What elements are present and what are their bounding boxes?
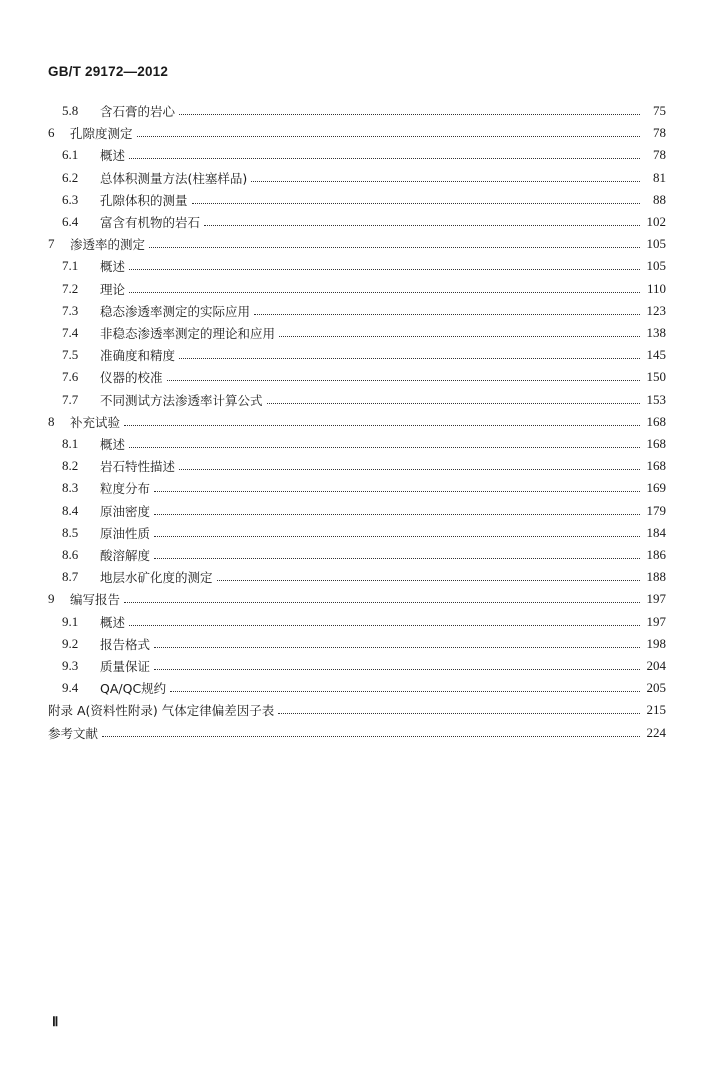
toc-entry-page: 197 — [646, 613, 666, 629]
toc-entry-title: 概述 — [100, 614, 126, 630]
toc-entry[interactable] — [62, 390, 666, 410]
dot-leader — [267, 402, 640, 404]
dot-leader — [254, 313, 640, 315]
toc-entry-title: 酸溶解度 — [100, 548, 151, 563]
dot-leader — [129, 446, 640, 448]
toc-entry-number: 8.4 — [62, 502, 79, 518]
toc-entry-page: 138 — [646, 325, 666, 340]
toc-entry-title: 稳态渗透率测定的实际应用 — [100, 303, 251, 319]
toc-entry-number: 6.1 — [62, 147, 79, 163]
toc-entry-number: 9.4 — [62, 680, 79, 696]
toc-entry-title: 岩石特性描述 — [100, 459, 176, 475]
toc-entry-title: 地层水矿化度的测定 — [100, 570, 213, 586]
toc-entry-page: 204 — [646, 658, 666, 673]
toc-entry-page: 197 — [646, 591, 666, 607]
toc-entry-page: 215 — [646, 702, 666, 718]
toc-entry-page: 153 — [646, 391, 666, 407]
toc-entry[interactable] — [62, 345, 666, 365]
dot-leader — [204, 224, 640, 226]
dot-leader — [129, 268, 640, 270]
dot-leader — [154, 513, 640, 515]
toc-entry-number: 8.7 — [62, 569, 79, 585]
toc-entry[interactable] — [48, 723, 666, 743]
toc-entry-number: 8.6 — [62, 547, 79, 562]
dot-leader — [137, 135, 640, 137]
dot-leader — [251, 180, 640, 182]
toc-entry[interactable] — [62, 434, 666, 454]
toc-entry-page: 224 — [646, 724, 666, 740]
toc-entry[interactable] — [62, 168, 666, 188]
toc-entry-page: 169 — [646, 480, 666, 496]
dot-leader — [279, 335, 640, 337]
page-number-footer: Ⅱ — [52, 1014, 59, 1029]
toc-entry[interactable] — [62, 301, 666, 321]
toc-entry-number: 8 — [48, 413, 55, 429]
dot-leader — [154, 646, 640, 648]
dot-leader — [278, 712, 640, 714]
toc-entry-number: 7.6 — [62, 369, 79, 385]
toc-entry-number: 7.7 — [62, 391, 79, 407]
toc-entry-page: 150 — [646, 369, 666, 385]
toc-entry[interactable] — [62, 323, 666, 343]
toc-entry-page: 188 — [646, 569, 666, 585]
toc-entry-page: 123 — [646, 302, 666, 318]
toc-entry-page: 78 — [653, 147, 666, 163]
toc-entry-title: 孔隙度测定 — [70, 126, 133, 142]
dot-leader — [170, 690, 640, 692]
toc-entry[interactable] — [62, 367, 666, 387]
dot-leader — [179, 468, 640, 470]
toc-entry-title: 原油密度 — [100, 503, 151, 519]
toc-entry-number: 9.1 — [62, 613, 79, 629]
toc-entry-page: 186 — [646, 547, 666, 562]
toc-entry-number: 6 — [48, 125, 55, 141]
toc-entry-number: 8.2 — [62, 458, 79, 474]
toc-entry-title: 概述 — [100, 259, 126, 275]
toc-entry-title: 仪器的校准 — [100, 370, 163, 386]
toc-entry-page: 110 — [646, 280, 666, 296]
toc-entry-title: 渗透率的测定 — [70, 237, 146, 253]
toc-entry-number: 9 — [48, 591, 55, 607]
toc-entry-page: 184 — [646, 524, 666, 540]
toc-entry[interactable] — [62, 656, 666, 676]
toc-entry-title: 附录 A(资料性附录) 气体定律偏差因子表 — [48, 703, 275, 719]
toc-entry-title: 孔隙体积的测量 — [100, 192, 188, 208]
dot-leader — [124, 424, 640, 426]
toc-entry-page: 145 — [646, 347, 666, 363]
dot-leader — [154, 557, 640, 559]
toc-entry-title: 粒度分布 — [100, 481, 151, 497]
toc-entry-title: 总体积测量方法(柱塞样品) — [100, 170, 248, 186]
dot-leader — [192, 202, 640, 204]
dot-leader — [154, 490, 640, 492]
dot-leader — [149, 246, 640, 248]
toc-entry-page: 168 — [646, 436, 666, 451]
dot-leader — [124, 601, 640, 603]
toc-entry-number: 7 — [48, 236, 55, 252]
toc-entry[interactable] — [62, 145, 666, 165]
toc-entry[interactable] — [62, 678, 666, 698]
toc-entry-title: 参考文献 — [48, 725, 99, 741]
toc-entry-number: 9.3 — [62, 658, 79, 673]
toc-entry-number: 9.2 — [62, 635, 79, 651]
toc-entry[interactable] — [62, 545, 666, 565]
toc-entry-title: 概述 — [100, 148, 126, 164]
toc-entry-number: 6.2 — [62, 169, 79, 185]
dot-leader — [129, 291, 640, 293]
toc-entry-page: 102 — [646, 214, 666, 229]
dot-leader — [129, 624, 640, 626]
toc-entry-number: 7.3 — [62, 302, 79, 318]
dot-leader — [179, 357, 640, 359]
toc-entry[interactable] — [62, 279, 666, 299]
toc-entry[interactable] — [48, 589, 666, 609]
toc-entry[interactable] — [62, 212, 666, 232]
toc-entry[interactable] — [62, 612, 666, 632]
toc-entry-number: 8.1 — [62, 436, 79, 451]
toc-entry-title: 富含有机物的岩石 — [100, 215, 201, 230]
toc-entry-page: 179 — [646, 502, 666, 518]
toc-entry[interactable] — [48, 234, 666, 254]
toc-entry[interactable] — [62, 501, 666, 521]
toc-entry[interactable] — [62, 190, 666, 210]
toc-entry-page: 198 — [646, 635, 666, 651]
toc-entry[interactable] — [48, 123, 666, 143]
toc-entry-number: 8.3 — [62, 480, 79, 496]
toc-entry-page: 168 — [646, 413, 666, 429]
toc-entry[interactable] — [62, 523, 666, 543]
toc-entry-page: 105 — [646, 236, 666, 252]
toc-entry-number: 7.1 — [62, 258, 79, 274]
toc-entry-number: 6.3 — [62, 191, 79, 207]
toc-entry-number: 7.2 — [62, 280, 79, 296]
dot-leader — [154, 668, 640, 670]
toc-entry-page: 81 — [653, 169, 666, 185]
toc-entry-number: 5.8 — [62, 103, 79, 118]
toc-entry-number: 8.5 — [62, 524, 79, 540]
toc-entry-number: 7.4 — [62, 325, 79, 340]
toc-entry-page: 105 — [646, 258, 666, 274]
toc-entry[interactable] — [62, 478, 666, 498]
dot-leader — [167, 379, 640, 381]
toc-entry-number: 6.4 — [62, 214, 79, 229]
dot-leader — [102, 735, 640, 737]
dot-leader — [217, 579, 640, 581]
toc-entry-page: 168 — [646, 458, 666, 474]
toc-entry-number: 7.5 — [62, 347, 79, 363]
toc-entry-title: QA/QC规约 — [100, 681, 167, 697]
toc-entry[interactable] — [48, 700, 666, 720]
toc-entry-page: 75 — [653, 103, 666, 118]
toc-entry-page: 205 — [646, 680, 666, 696]
toc-entry-title: 概述 — [100, 437, 126, 452]
dot-leader — [154, 535, 640, 537]
document-header: GB/T 29172—2012 — [48, 64, 169, 79]
toc-entry-title: 准确度和精度 — [100, 348, 176, 364]
dot-leader — [129, 157, 640, 159]
toc-entry-title: 编写报告 — [70, 592, 121, 608]
toc-entry-title: 不同测试方法渗透率计算公式 — [100, 392, 263, 408]
toc-entry[interactable] — [62, 101, 666, 121]
toc-entry-title: 含石膏的岩心 — [100, 104, 176, 119]
toc-entry-title: 非稳态渗透率测定的理论和应用 — [100, 326, 276, 341]
toc-entry-page: 88 — [653, 191, 666, 207]
toc-entry-title: 理论 — [100, 281, 126, 297]
toc-entry[interactable] — [62, 256, 666, 276]
toc-entry[interactable] — [62, 456, 666, 476]
toc-entry[interactable] — [62, 567, 666, 587]
toc-entry-title: 报告格式 — [100, 636, 151, 652]
toc-entry[interactable] — [48, 412, 666, 432]
toc-entry[interactable] — [62, 634, 666, 654]
toc-entry-title: 质量保证 — [100, 659, 151, 674]
toc-entry-title: 原油性质 — [100, 525, 151, 541]
dot-leader — [179, 113, 640, 115]
toc-entry-page: 78 — [653, 125, 666, 141]
toc-entry-title: 补充试验 — [70, 414, 121, 430]
